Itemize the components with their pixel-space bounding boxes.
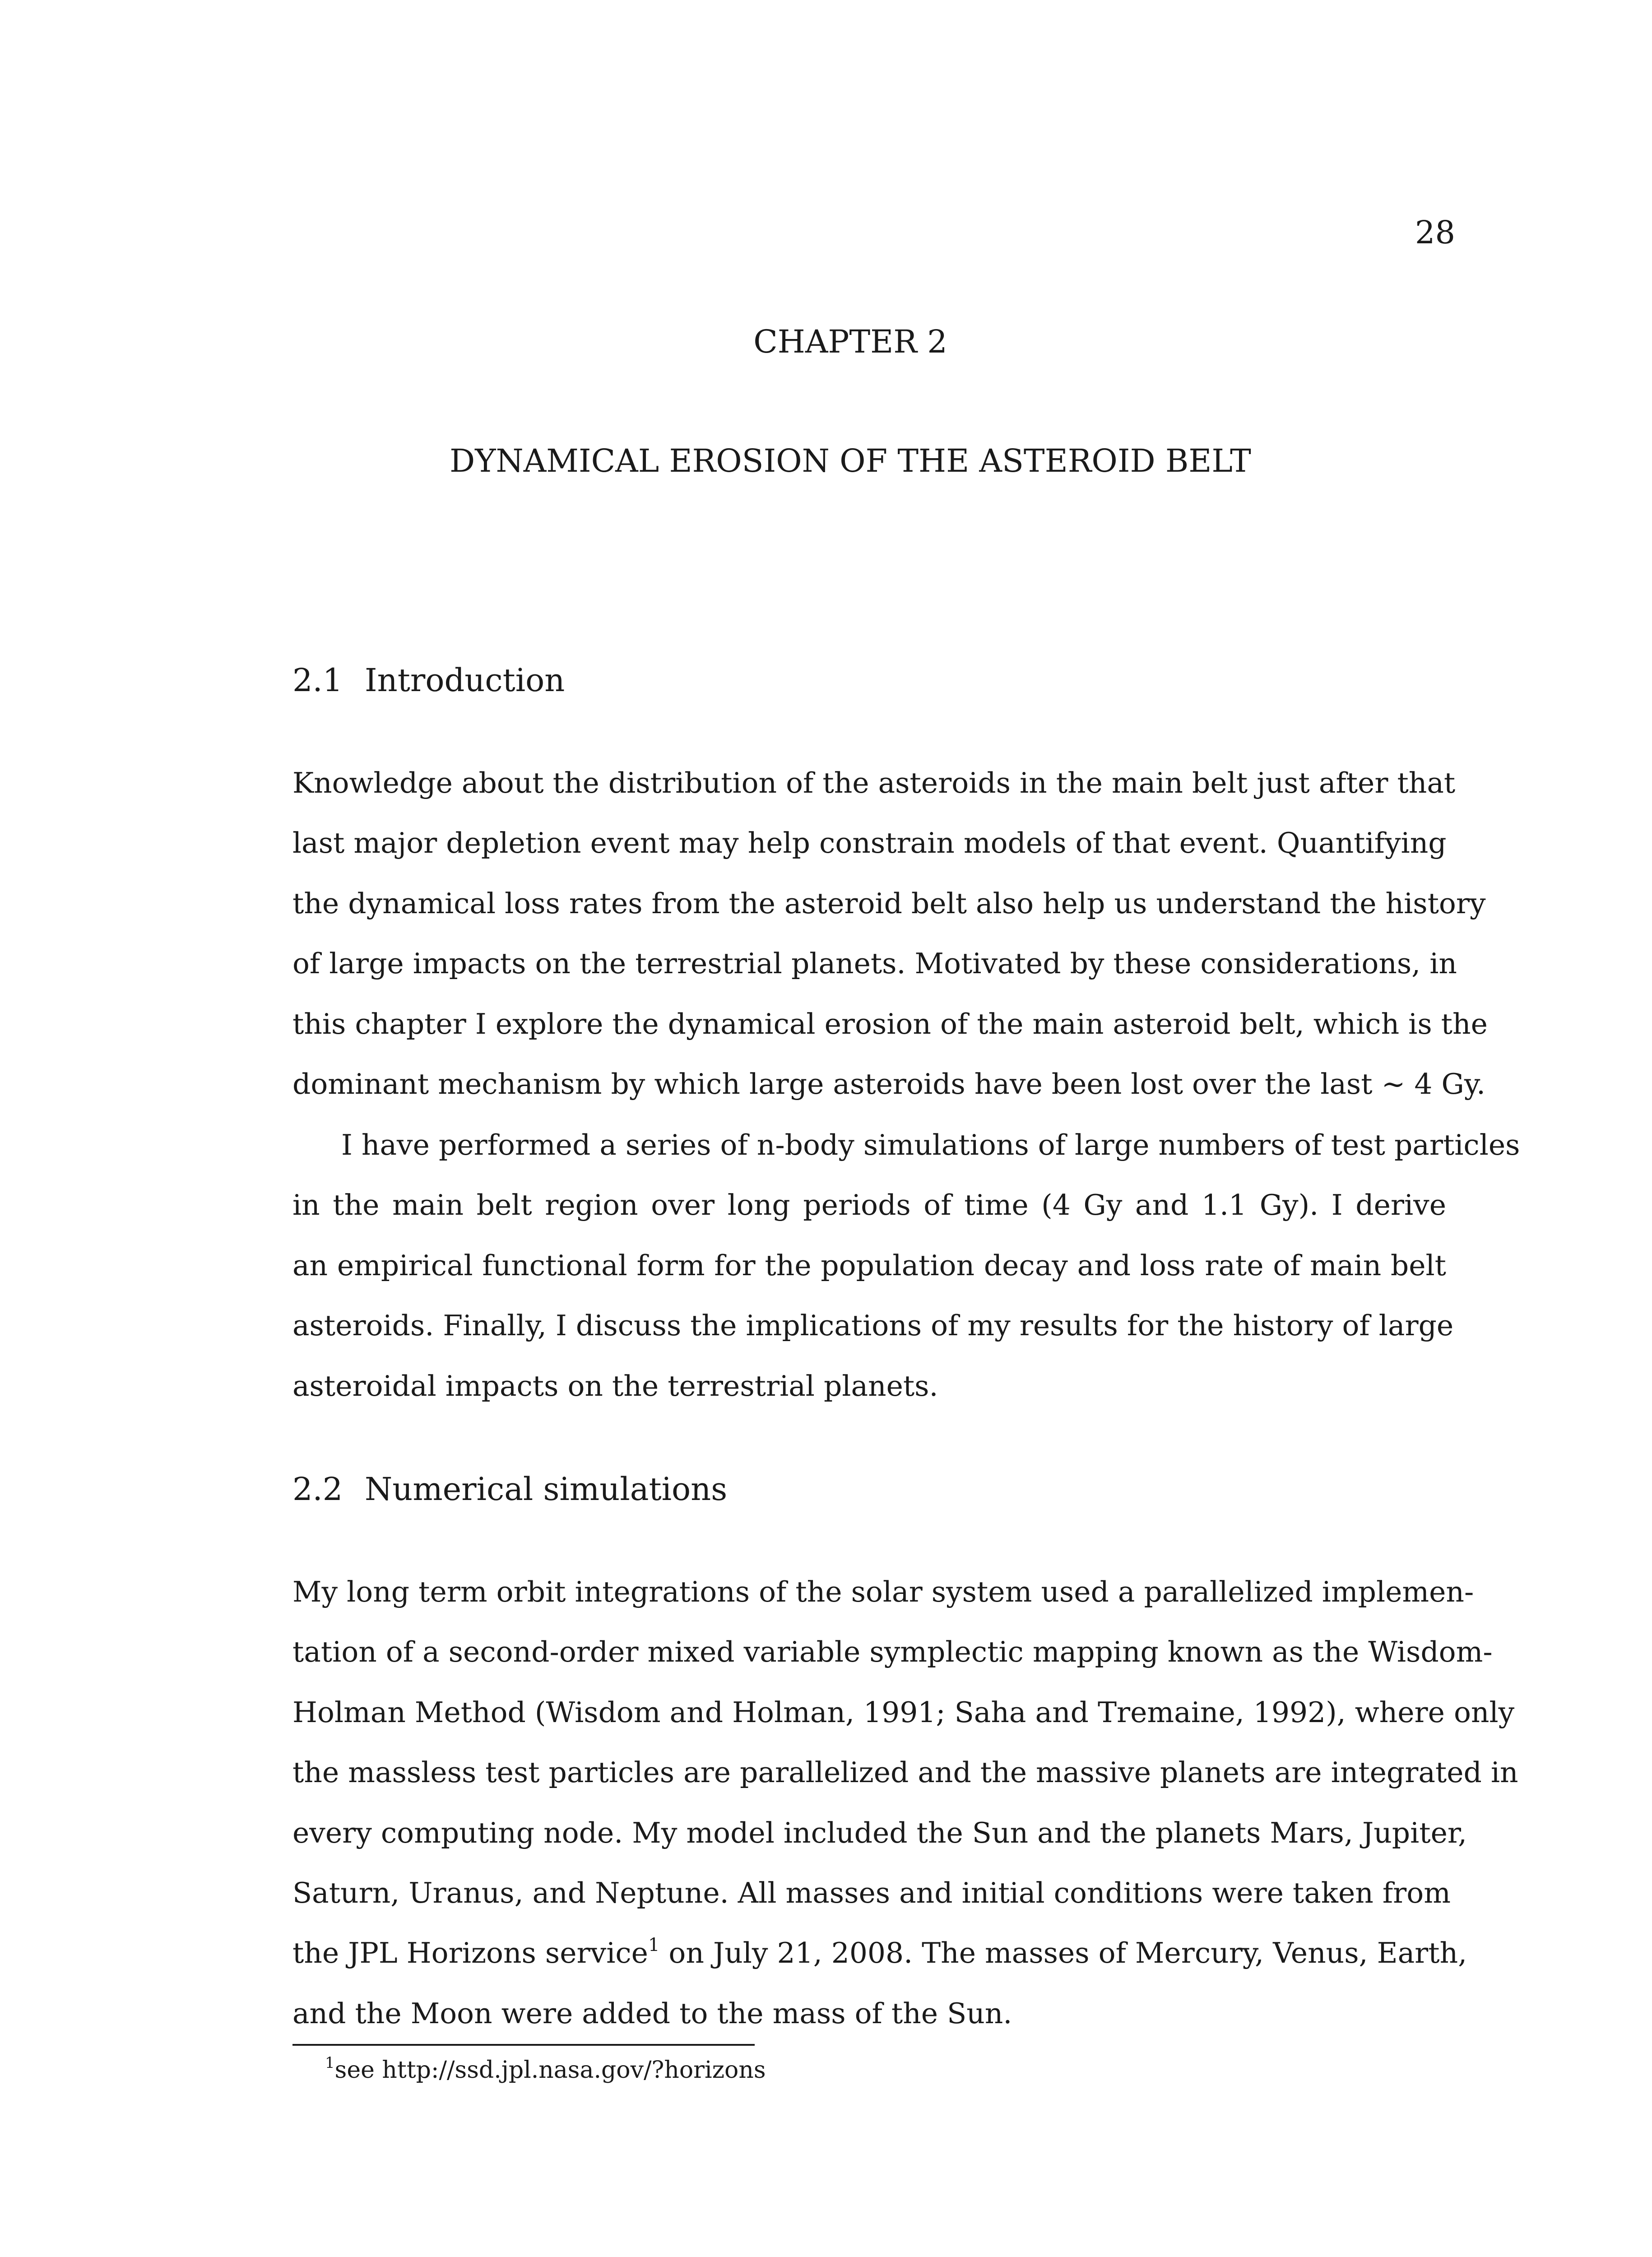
text-line: dominant mechanism by which large asteroids have been lost over the last ∼ 4 Gy. <box>292 1068 1486 1101</box>
text-line: last major depletion event may help constrain models of that event. Quantifying <box>292 827 1447 860</box>
section-heading-numerical-simulations <box>292 1471 728 1508</box>
section-heading-introduction <box>292 662 565 699</box>
paragraph-simulations-1 <box>292 1562 1518 2043</box>
text-line: asteroidal impacts on the terrestrial planets. <box>292 1369 938 1402</box>
chapter-title: DYNAMICAL EROSION OF THE ASTEROID BELT <box>450 442 1251 479</box>
text-line: I have performed a series of n-body simulations of large numbers of test particles <box>341 1128 1520 1161</box>
text-line: this chapter I explore the dynamical erosion of the main asteroid belt, which is the <box>292 1007 1488 1040</box>
footnote-rule <box>292 2044 755 2046</box>
text-fragment: the JPL Horizons service <box>292 1937 648 1970</box>
text-line: Knowledge about the distribution of the asteroids in the main belt just after that <box>292 766 1456 799</box>
text-line: tation of a second-order mixed variable symplectic mapping known as the Wisdom- <box>292 1635 1493 1669</box>
text-line: the dynamical loss rates from the asteroid belt also help us understand the history <box>292 887 1486 920</box>
section-number: 2.2 <box>292 1471 343 1508</box>
text-line: Holman Method (Wisdom and Holman, 1991; Saha and Tremaine, 1992), where only <box>292 1695 1515 1729</box>
text-line: My long term orbit integrations of the solar system used a parallelized implemen- <box>292 1575 1474 1608</box>
footnote <box>325 2054 766 2084</box>
chapter-label: CHAPTER 2 <box>753 323 947 360</box>
text-line: the massless test particles are parallelized and the massive planets are integrated in <box>292 1756 1518 1789</box>
page-number: 28 <box>1415 214 1455 251</box>
text-line: asteroids. Finally, I discuss the implications of my results for the history of large <box>292 1309 1454 1342</box>
footnote-text: see http://ssd.jpl.nasa.gov/?horizons <box>334 2057 766 2084</box>
paragraph-intro-1 <box>292 753 1488 1114</box>
text-line: Saturn, Uranus, and Neptune. All masses and initial conditions were taken from <box>292 1876 1451 1910</box>
footnote-marker: 1 <box>648 1935 660 1956</box>
section-title: Numerical simulations <box>365 1471 728 1508</box>
footnote-marker: 1 <box>325 2054 335 2072</box>
text-line: and the Moon were added to the mass of the Sun. <box>292 1997 1012 2030</box>
text-line: an empirical functional form for the population decay and loss rate of main belt <box>292 1249 1446 1282</box>
text-fragment: on July 21, 2008. The masses of Mercury, Venus, Earth, <box>668 1937 1467 1970</box>
text-line: every computing node. My model included the Sun and the planets Mars, Jupiter, <box>292 1816 1467 1849</box>
text-line: of large impacts on the terrestrial planets. Motivated by these considerations, in <box>292 947 1457 980</box>
section-number: 2.1 <box>292 662 343 699</box>
section-title: Introduction <box>365 662 565 699</box>
text-line: in the main belt region over long periods of time (4 Gy and 1.1 Gy). I derive <box>292 1189 1446 1222</box>
paragraph-intro-2 <box>292 1115 1520 1416</box>
text-line-with-footnote <box>292 1923 1467 1983</box>
